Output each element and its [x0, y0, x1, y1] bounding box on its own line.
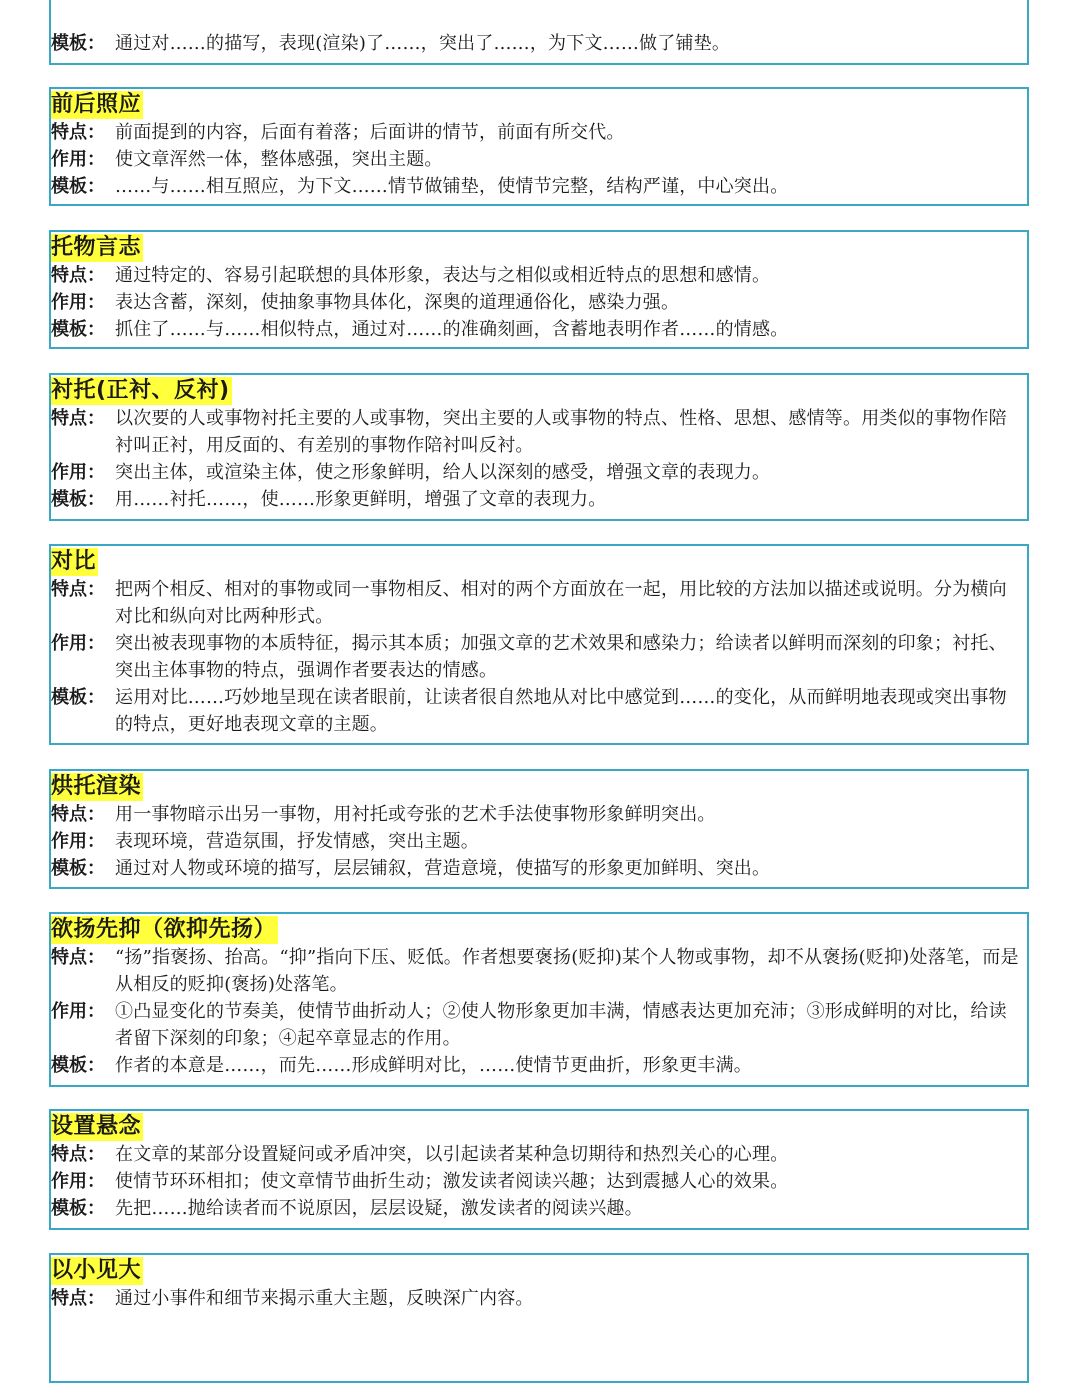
technique-section [49, 0, 1029, 65]
definition-row [51, 289, 1019, 316]
row-text: 表达含蓄，深刻，使抽象事物具体化，深奥的道理通俗化，感染力强。 [115, 292, 680, 313]
row-label: 特点： [51, 408, 105, 429]
technique-section [49, 1109, 1029, 1230]
section-title: 欲扬先抑（欲抑先扬） [51, 917, 277, 942]
row-label: 特点： [51, 1288, 105, 1309]
row-text: 以次要的人或事物衬托主要的人或事物，突出主要的人或事物的特点、性格、思想、感情等。用类似的事物作陪衬叫正衬，用反面的、有差别的事物作陪衬叫反衬。 [115, 408, 1007, 456]
row-text: 在文章的某部分设置疑问或矛盾冲突，以引起读者某种急切期待和热烈关心的心理。 [115, 1144, 789, 1165]
definition-row [51, 173, 1019, 200]
row-text: 用……衬托……，使……形象更鲜明，增强了文章的表现力。 [115, 489, 607, 510]
definition-row [51, 146, 1019, 173]
row-text: 通过对人物或环境的描写，层层铺叙，营造意境，使描写的形象更加鲜明、突出。 [115, 858, 771, 879]
technique-section [49, 87, 1029, 206]
definition-row [51, 684, 1019, 738]
definition-row [51, 801, 1019, 828]
row-label: 作用： [51, 1171, 105, 1192]
row-label: 模板： [51, 319, 105, 340]
row-label: 特点： [51, 122, 105, 143]
row-label: 模板： [51, 858, 105, 879]
definition-row [51, 30, 1019, 57]
row-label: 模板： [51, 1198, 105, 1219]
row-text: 把两个相反、相对的事物或同一事物相反、相对的两个方面放在一起，用比较的方法加以描述或说明。分为横向对比和纵向对比两种形式。 [115, 579, 1007, 627]
row-label: 模板： [51, 1055, 105, 1076]
row-label: 模板： [51, 687, 105, 708]
row-text: 运用对比……巧妙地呈现在读者眼前，让读者很自然地从对比中感觉到……的变化，从而鲜明地表现或突出事物的特点，更好地表现文章的主题。 [115, 687, 1007, 735]
row-text: 前面提到的内容，后面有着落；后面讲的情节，前面有所交代。 [115, 122, 625, 143]
definition-row [51, 855, 1019, 882]
definition-row [51, 944, 1019, 998]
row-label: 特点： [51, 265, 105, 286]
row-label: 特点： [51, 947, 105, 968]
technique-section [49, 544, 1029, 745]
definition-row [51, 262, 1019, 289]
row-label: 特点： [51, 579, 105, 600]
definition-row [51, 1168, 1019, 1195]
definition-row [51, 1052, 1019, 1079]
row-text: 作者的本意是……，而先……形成鲜明对比，……使情节更曲折，形象更丰满。 [115, 1055, 752, 1076]
definition-row [51, 459, 1019, 486]
row-text: 通过小事件和细节来揭示重大主题，反映深广内容。 [115, 1288, 534, 1309]
row-label: 作用： [51, 1001, 105, 1022]
row-label: 模板： [51, 176, 105, 197]
section-title: 衬托(正衬、反衬) [51, 378, 230, 403]
definition-row [51, 828, 1019, 855]
row-label: 特点： [51, 1144, 105, 1165]
row-label: 模板： [51, 33, 105, 54]
row-text: “扬”指褒扬、抬高。“抑”指向下压、贬低。作者想要褒扬(贬抑)某个人物或事物，却不从褒扬(贬抑)处落笔，而是从相反的贬抑(褒扬)处落笔。 [115, 947, 1019, 995]
section-title: 设置悬念 [51, 1114, 142, 1139]
definition-row [51, 576, 1019, 630]
definition-row [51, 998, 1019, 1052]
definition-row [51, 119, 1019, 146]
section-title: 烘托渲染 [51, 774, 142, 799]
row-label: 作用： [51, 149, 105, 170]
definition-row [51, 316, 1019, 343]
row-label: 作用： [51, 831, 105, 852]
row-label: 作用： [51, 462, 105, 483]
row-text: ①凸显变化的节奏美，使情节曲折动人；②使人物形象更加丰满，情感表达更加充沛；③形成鲜明的对比，给读者留下深刻的印象；④起卒章显志的作用。 [115, 1001, 1007, 1049]
definition-row [51, 1285, 1019, 1312]
definition-row [51, 486, 1019, 513]
row-text: 突出主体，或渲染主体，使之形象鲜明，给人以深刻的感受，增强文章的表现力。 [115, 462, 771, 483]
row-label: 作用： [51, 633, 105, 654]
technique-section [49, 912, 1029, 1087]
section-title: 前后照应 [51, 92, 142, 117]
row-text: ……与……相互照应，为下文……情节做铺垫，使情节完整，结构严谨，中心突出。 [115, 176, 789, 197]
definition-row [51, 630, 1019, 684]
row-text: 用一事物暗示出另一事物，用衬托或夸张的艺术手法使事物形象鲜明突出。 [115, 804, 716, 825]
row-text: 通过特定的、容易引起联想的具体形象，表达与之相似或相近特点的思想和感情。 [115, 265, 771, 286]
definition-row [51, 1195, 1019, 1222]
definition-row [51, 405, 1019, 459]
technique-section [49, 230, 1029, 349]
section-title: 对比 [51, 549, 97, 574]
row-text: 突出被表现事物的本质特征，揭示其本质；加强文章的艺术效果和感染力；给读者以鲜明而深刻的印象；衬托、突出主体事物的特点，强调作者要表达的情感。 [115, 633, 1007, 681]
section-title: 以小见大 [51, 1258, 142, 1283]
section-title: 托物言志 [51, 235, 142, 260]
row-text: 表现环境，营造氛围，抒发情感，突出主题。 [115, 831, 479, 852]
technique-section [49, 373, 1029, 521]
row-text: 先把……抛给读者而不说原因，层层设疑，激发读者的阅读兴趣。 [115, 1198, 643, 1219]
technique-section [49, 769, 1029, 889]
row-text: 使情节环环相扣；使文章情节曲折生动；激发读者阅读兴趣；达到震撼人心的效果。 [115, 1171, 789, 1192]
row-label: 作用： [51, 292, 105, 313]
row-text: 使文章浑然一体，整体感强，突出主题。 [115, 149, 443, 170]
row-label: 特点： [51, 804, 105, 825]
row-label: 模板： [51, 489, 105, 510]
definition-row [51, 1141, 1019, 1168]
row-text: 通过对……的描写，表现(渲染)了……，突出了……，为下文……做了铺垫。 [115, 33, 731, 54]
row-text: 抓住了……与……相似特点，通过对……的准确刻画，含蓄地表明作者……的情感。 [115, 319, 789, 340]
